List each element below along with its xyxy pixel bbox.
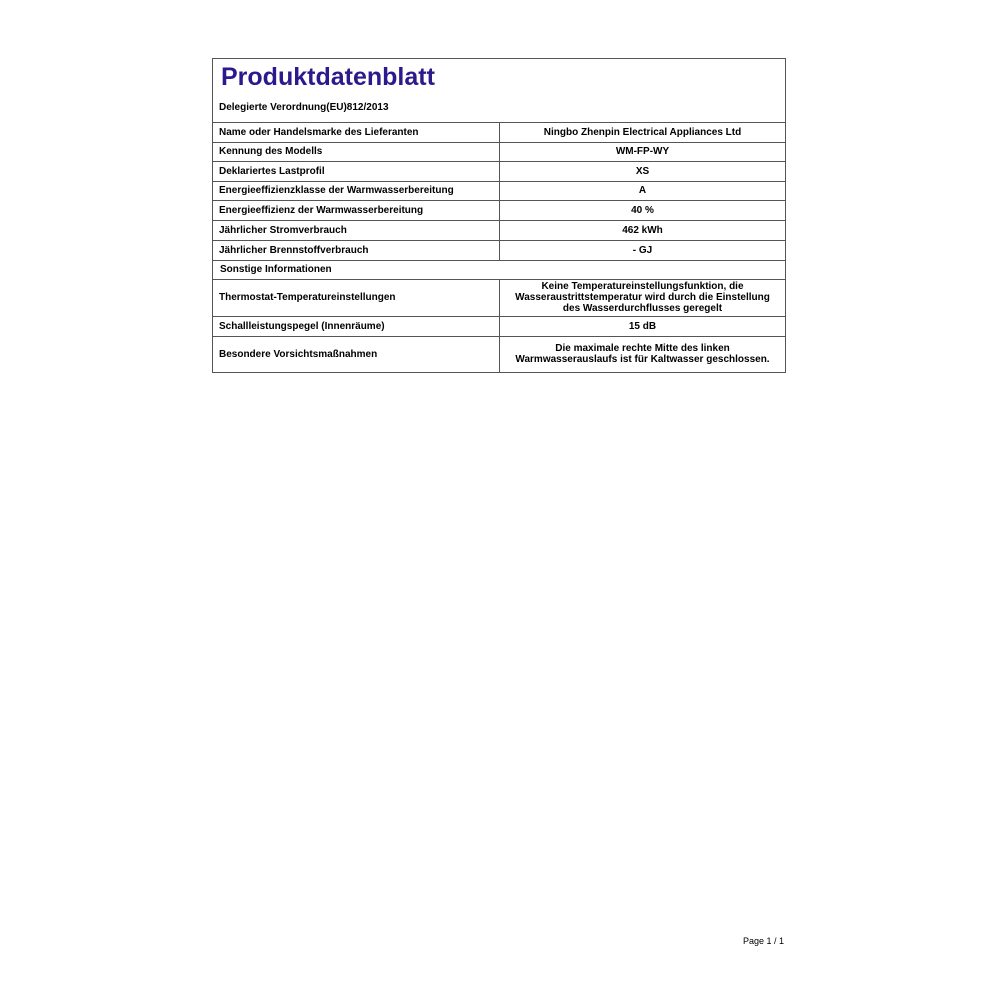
row-label: Jährlicher Brennstoffverbrauch (213, 240, 500, 260)
row-label: Energieeffizienzklasse der Warmwasserbereitung (213, 181, 500, 200)
row-value: 15 dB (500, 316, 786, 336)
row-value: Ningbo Zhenpin Electrical Appliances Ltd (543, 126, 742, 138)
table-row (213, 200, 785, 220)
row-value: Die maximale rechte Mitte des linken Warmwasserauslaufs ist für Kaltwasser geschlossen. (500, 336, 786, 372)
document-title: Produktdatenblatt (221, 63, 435, 91)
row-label: Deklariertes Lastprofil (213, 161, 500, 181)
section-heading: Sonstige Informationen (213, 260, 785, 279)
title-block (213, 59, 785, 123)
row-label: Energieeffizienz der Warmwasserbereitung (213, 200, 500, 220)
row-label: Jährlicher Stromverbrauch (213, 220, 500, 240)
table-row (213, 123, 785, 142)
table-row (213, 336, 785, 372)
table-row (213, 181, 785, 200)
row-label: Besondere Vorsichtsmaßnahmen (213, 336, 500, 372)
table-row (213, 220, 785, 240)
table-row (213, 240, 785, 260)
row-value: 462 kWh (500, 220, 786, 240)
section-heading-row (213, 260, 785, 279)
row-value: Keine Temperatureinstellungsfunktion, die Wasseraustrittstemperatur wird durch die Einstellung des Wasserdurchflusses geregelt (500, 279, 786, 316)
row-value: WM-FP-WY (500, 142, 786, 161)
product-data-sheet (212, 58, 786, 373)
table-row (213, 316, 785, 336)
row-value: A (500, 181, 786, 200)
product-data-table (213, 123, 785, 372)
regulation-reference: Delegierte Verordnung(EU)812/2013 (219, 102, 389, 113)
row-label: Thermostat-Temperatureinstellungen (213, 279, 500, 316)
row-label: Kennung des Modells (213, 142, 500, 161)
table-row (213, 161, 785, 181)
row-value: 40 % (500, 200, 786, 220)
table-row (213, 279, 785, 316)
page-number: Page 1 / 1 (743, 936, 785, 946)
row-value: XS (500, 161, 786, 181)
row-label: Name oder Handelsmarke des Lieferanten (213, 123, 500, 142)
table-row (213, 142, 785, 161)
row-label: Schallleistungspegel (Innenräume) (213, 316, 500, 336)
row-value: - GJ (500, 240, 786, 260)
